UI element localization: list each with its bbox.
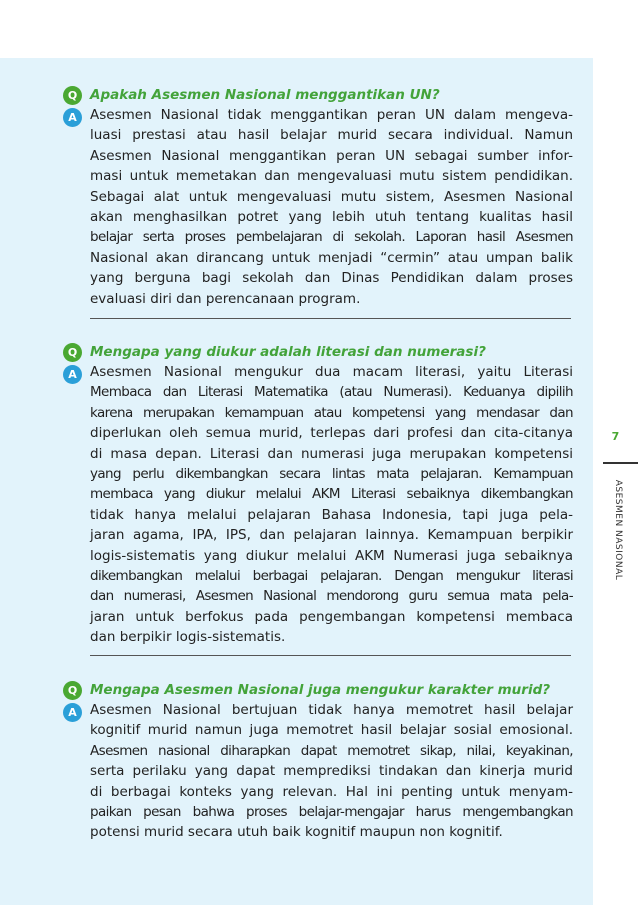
- qa-item: [63, 85, 573, 309]
- answer-line: Nasional akan dirancang untuk menjadi “cermin” atau umpan balik: [90, 249, 573, 266]
- divider: [90, 655, 571, 656]
- answer-line: kognitif murid namun juga memotret hasil belajar sosial emosional.: [90, 722, 573, 739]
- answer-line: Membaca dan Literasi Matematika (atau Numerasi). Keduanya dipilih: [90, 384, 573, 401]
- answer-line: membaca yang diukur melalui AKM Literasi sebaiknya dikembangkan: [90, 486, 573, 503]
- section-label: ASESMEN NASIONAL: [613, 479, 623, 581]
- divider: [90, 318, 571, 319]
- answer-line: evaluasi diri dan perencanaan program.: [90, 290, 361, 307]
- answer-badge: A: [63, 108, 82, 127]
- question-badge: Q: [63, 343, 82, 362]
- answer-line: karena merupakan kemampuan atau kompetensi yang mendasar dan: [90, 404, 573, 421]
- answer-line: Asesmen nasional diharapkan dapat memotret sikap, nilai, keyakinan,: [90, 742, 573, 759]
- answer-line: logis-sistematis yang diukur melalui AKM Numerasi juga sebaiknya: [90, 547, 573, 564]
- question-text: Apakah Asesmen Nasional menggantikan UN?: [90, 87, 440, 103]
- answer-line: di masa depan. Literasi dan numerasi juga merupakan kompetensi: [90, 445, 573, 462]
- question-badge: Q: [63, 681, 82, 700]
- answer-line: luasi prestasi atau hasil belajar murid secara individual. Namun: [90, 127, 573, 144]
- answer-line: paikan pesan bahwa proses belajar-mengajar harus mengembangkan: [90, 804, 573, 821]
- answer-line: akan menghasilkan potret yang lebih utuh tentang kualitas hasil: [90, 209, 573, 226]
- qa-item: [63, 342, 573, 648]
- question-text: Mengapa Asesmen Nasional juga mengukur karakter murid?: [90, 682, 551, 698]
- answer-badge: A: [63, 365, 82, 384]
- answer-text: [90, 700, 573, 843]
- sidebar-divider: [603, 462, 638, 464]
- answer-line: Asesmen Nasional tidak menggantikan peran UN dalam mengeva-: [90, 107, 573, 123]
- answer-line: potensi murid secara utuh baik kognitif maupun non kognitif.: [90, 824, 503, 841]
- answer-line: jaran agama, IPA, IPS, dan pelajaran lainnya. Kemampuan berpikir: [90, 527, 573, 544]
- answer-text: [90, 105, 573, 309]
- answer-line: Sebagai alat untuk mengevaluasi mutu sistem, Asesmen Nasional: [90, 188, 573, 205]
- page-number: 7: [611, 430, 620, 443]
- answer-line: serta perilaku yang dapat memprediksi tindakan dan kinerja murid: [90, 763, 573, 780]
- answer-line: Asesmen Nasional mengukur dua macam literasi, yaitu Literasi: [90, 364, 573, 380]
- question-badge: Q: [63, 86, 82, 105]
- answer-line: Asesmen Nasional menggantikan peran UN sebagai sumber infor-: [90, 147, 573, 164]
- answer-line: dikembangkan melalui berbagai pelajaran. Dengan mengukur literasi: [90, 568, 573, 585]
- answer-line: dan numerasi, Asesmen Nasional mendorong guru semua mata pela-: [90, 588, 573, 605]
- answer-line: tidak hanya melalui pelajaran Bahasa Indonesia, tapi juga pela-: [90, 506, 573, 523]
- question-text: Mengapa yang diukur adalah literasi dan numerasi?: [90, 344, 486, 360]
- answer-line: jaran untuk berfokus pada pengembangan kompetensi membaca: [90, 608, 573, 625]
- answer-text: [90, 362, 573, 648]
- answer-line: dan berpikir logis-sistematis.: [90, 629, 286, 646]
- answer-line: yang berguna bagi sekolah dan Dinas Pendidikan dalam proses: [90, 270, 573, 287]
- answer-line: masi untuk memetakan dan mengevaluasi mutu sistem pendidikan.: [90, 168, 573, 185]
- answer-line: diperlukan oleh semua murid, terlepas dari profesi dan cita-citanya: [90, 425, 573, 442]
- answer-line: di berbagai konteks yang relevan. Hal ini penting untuk menyam-: [90, 783, 573, 800]
- answer-line: yang perlu dikembangkan secara lintas mata pelajaran. Kemampuan: [90, 466, 573, 483]
- qa-item: [63, 680, 573, 843]
- answer-line: belajar serta proses pembelajaran di sekolah. Laporan hasil Asesmen: [90, 229, 573, 246]
- answer-line: Asesmen Nasional bertujuan tidak hanya memotret hasil belajar: [90, 702, 573, 718]
- answer-badge: A: [63, 703, 82, 722]
